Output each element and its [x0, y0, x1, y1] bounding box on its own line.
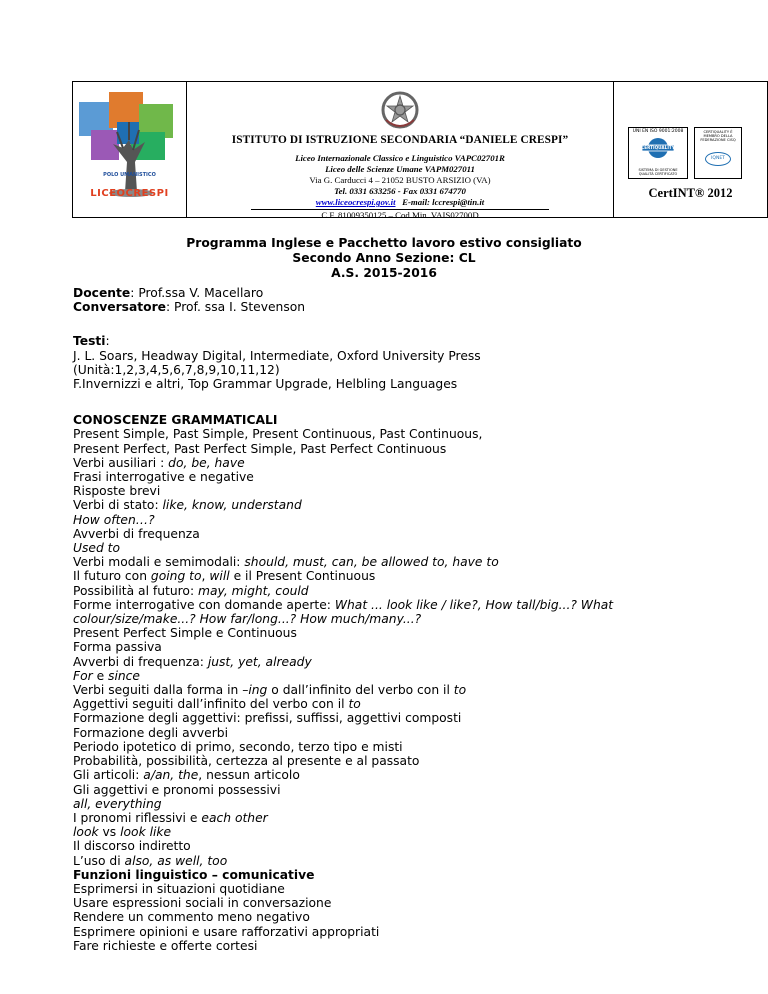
- function-item: Usare espressioni sociali in conversazione: [73, 896, 332, 911]
- grammar-item: How often…?: [73, 512, 155, 527]
- grammar-item: Possibilità al futuro: may, might, could: [73, 583, 309, 598]
- testi-item: J. L. Soars, Headway Digital, Intermediate, Oxford University Press: [73, 348, 481, 363]
- grammar-item: Periodo ipotetico di primo, secondo, terzo tipo e misti: [73, 739, 403, 754]
- function-item: Esprimere opinioni e usare rafforzativi appropriati: [73, 924, 380, 939]
- grammar-item: Present Perfect Simple e Continuous: [73, 626, 297, 641]
- certint-label: CertINT® 2012: [648, 186, 733, 200]
- grammar-item: Aggettivi seguiti dall’infinito del verbo con il to: [73, 697, 361, 712]
- grammar-item: For e since: [73, 668, 140, 683]
- grammar-item: Risposte brevi: [73, 484, 161, 499]
- grammar-item: Used to: [73, 541, 121, 556]
- certification-badges: [628, 127, 742, 179]
- logo-text: LICEOCRESPI: [90, 188, 169, 199]
- website-link[interactable]: www.liceocrespi.gov.it: [315, 197, 396, 207]
- grammar-item: Forma passiva: [73, 640, 162, 655]
- grammar-item: all, everything: [73, 796, 162, 811]
- grammar-item: Il discorso indiretto: [73, 839, 191, 854]
- school-line-1: Liceo Internazionale Classico e Linguistico VAPC02701R: [295, 153, 505, 163]
- function-item: Fare richieste e offerte cortesi: [73, 938, 258, 953]
- institute-name: ISTITUTO DI ISTRUZIONE SECONDARIA “DANIELE CRESPI”: [231, 134, 569, 146]
- grammar-item: Formazione degli aggettivi: prefissi, suffissi, aggettivi composti: [73, 711, 462, 726]
- conversatore-line: Conversatore: Prof. ssa I. Stevenson: [73, 300, 306, 315]
- grammar-item: Il futuro con going to, will e il Present Continuous: [73, 569, 376, 584]
- docente-line: Docente: Prof.ssa V. Macellaro: [73, 286, 264, 300]
- grammar-item: L’uso di also, as well, too: [73, 853, 228, 868]
- testi-heading: Testi:: [73, 334, 110, 349]
- grammar-heading: CONOSCENZE GRAMMATICALI: [73, 413, 278, 428]
- grammar-item: Verbi seguiti dalla forma in –ing o dall’infinito del verbo con il to: [73, 683, 467, 698]
- grammar-item: Present Perfect, Past Perfect Simple, Past Perfect Continuous: [73, 441, 447, 456]
- function-item: Rendere un commento meno negativo: [73, 910, 310, 925]
- contacts: [187, 197, 613, 207]
- doc-title-3: A.S. 2015-2016: [331, 266, 437, 280]
- testi-item: (Unità:1,2,3,4,5,6,7,8,9,10,11,12): [73, 362, 280, 377]
- testi-item: F.Invernizzi e altri, Top Grammar Upgrade, Helbling Languages: [73, 377, 458, 392]
- grammar-item: Present Simple, Past Simple, Present Continuous, Past Continuous,: [73, 427, 483, 442]
- grammar-item: look vs look like: [73, 825, 172, 840]
- school-line-2: Liceo delle Scienze Umane VAPM027011: [325, 164, 475, 174]
- grammar-item: I pronomi riflessivi e each other: [73, 810, 268, 825]
- grammar-item: Probabilità, possibilità, certezza al presente e al passato: [73, 754, 420, 769]
- grammar-item: Avverbi di frequenza: just, yet, already: [73, 654, 312, 669]
- functions-heading: Funzioni linguistico – comunicative: [73, 867, 315, 882]
- document-body: [73, 286, 753, 953]
- institute-info: [186, 81, 614, 218]
- italian-republic-emblem-icon: [380, 90, 420, 130]
- school-logo: [72, 81, 186, 218]
- logo-subtext: POLO UMANISTICO: [103, 172, 156, 178]
- iso-badge: UNI EN ISO 9001:2008 CERTIQUALITY SISTEMA DI GESTIONE QUALITÀ CERTIFICATO: [628, 127, 688, 179]
- grammar-item: Gli articoli: a/an, the, nessun articolo: [73, 768, 300, 783]
- doc-title-2: Secondo Anno Sezione: CL: [292, 251, 476, 265]
- tax-code: C.F. 81009350125 – Cod.Min. VAIS02700D: [251, 209, 549, 220]
- grammar-item: Verbi ausiliari : do, be, have: [73, 455, 245, 470]
- email: E-mail: lccrespi@tin.it: [402, 197, 485, 207]
- grammar-item: Verbi di stato: like, know, understand: [73, 498, 302, 513]
- grammar-item: Frasi interrogative e negative: [73, 470, 254, 485]
- grammar-item: colour/size/make...? How far/long...? How much/many...?: [73, 612, 422, 627]
- grammar-item: Avverbi di frequenza: [73, 526, 200, 541]
- certification: [614, 81, 768, 218]
- doc-title-1: Programma Inglese e Pacchetto lavoro estivo consigliato: [186, 236, 582, 250]
- address: Via G. Carducci 4 – 21052 BUSTO ARSIZIO (VA): [309, 175, 491, 185]
- function-item: Esprimersi in situazioni quotidiane: [73, 881, 285, 896]
- cisq-badge: CERTIQUALITY È MEMBRO DELLA FEDERAZIONE CISQ IQNET: [694, 127, 742, 179]
- grammar-item: Verbi modali e semimodali: should, must, can, be allowed to, have to: [73, 555, 499, 570]
- grammar-item: Formazione degli avverbi: [73, 725, 229, 740]
- phone-fax: Tel. 0331 633256 - Fax 0331 674770: [334, 186, 466, 196]
- grammar-item: Gli aggettivi e pronomi possessivi: [73, 782, 281, 797]
- grammar-item: Forme interrogative con domande aperte: What ... look like / like?, How tall/big...? What: [73, 597, 614, 612]
- letterhead: [72, 81, 768, 218]
